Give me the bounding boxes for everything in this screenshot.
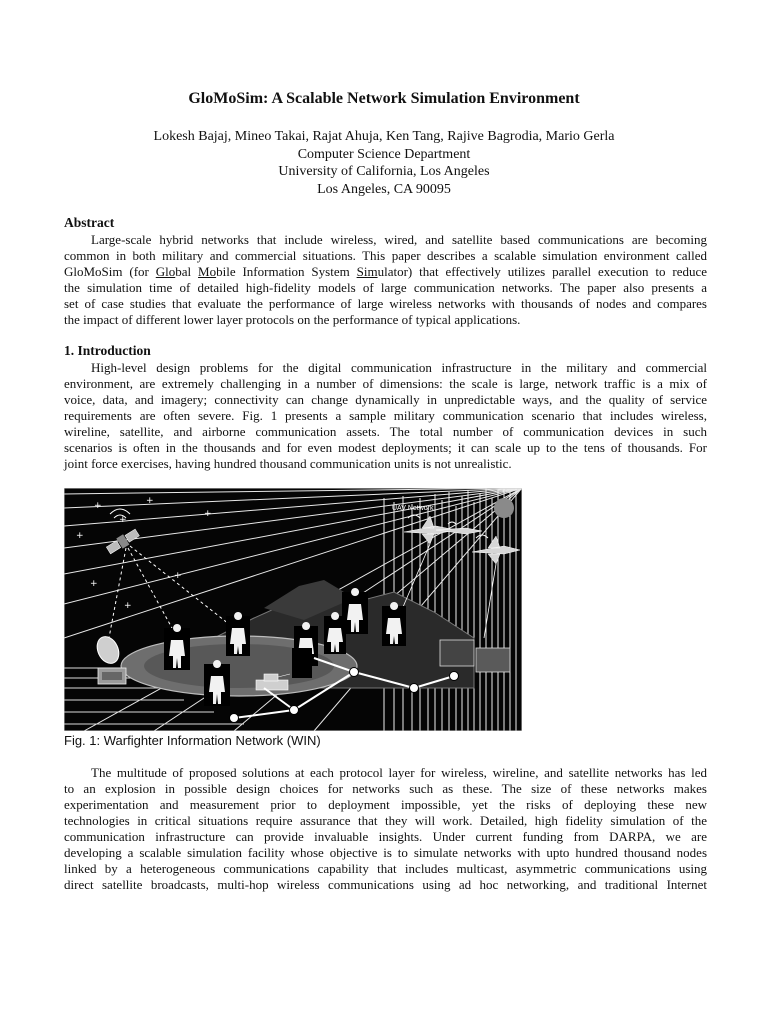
figure-warfighter-network: [64, 488, 522, 731]
department: Computer Science Department: [297, 146, 471, 162]
text-line: the impact of different lower layer protocols on the performance of typical applications.: [64, 312, 521, 327]
text-line: environment, are extremely challenging in a number of dimensions: the scale is large, network traffic is a mix of: [64, 376, 707, 391]
text-line: technologies in critical situations require assurance that they will work. Detailed, high fidelity simulation of the: [64, 813, 707, 828]
author-block: [0, 128, 768, 198]
text-line: linked by a heterogeneous communications capability that includes multicast, asymmetric communications using: [64, 861, 707, 876]
introduction-text: [64, 360, 707, 472]
svg-text:+: +: [94, 501, 102, 511]
svg-text:+: +: [174, 571, 182, 581]
text-line: experimentation and measurement prior to deployment impossible, yet the risks of deploying these new: [64, 797, 707, 812]
text-line: wireline, satellite, and airborne communication assets. The total number of communication devices in such: [64, 424, 707, 439]
figure-caption: Fig. 1: Warfighter Information Network (WIN): [64, 733, 321, 748]
introduction-heading: 1. Introduction: [64, 343, 151, 358]
text-line: scenarios is often in the thousands and for even modest deployments; it can scale up to the tens of thousands. For: [64, 440, 707, 455]
uav-network-label: UAV Network: [392, 505, 434, 512]
paper-title: GloMoSim: A Scalable Network Simulation Environment: [188, 90, 580, 107]
text-line: GloMoSim (for Global Mobile Information System Simulator) that effectively utilizes parallel execution to reduce: [64, 264, 708, 279]
text-line: common in both military and commercial situations. This paper describes a scalable simulation environment called: [64, 248, 707, 263]
svg-text:+: +: [76, 531, 84, 541]
text-line: to an explosion in possible design choices for networks such as these. The size of these networks makes: [64, 781, 707, 796]
text-line: requirements are often severe. Fig. 1 presents a sample military communication scenario that includes wireless,: [64, 408, 707, 423]
address: Los Angeles, CA 90095: [317, 181, 451, 197]
text-line: High-level design problems for the digital communication infrastructure in the military and commercial: [91, 360, 707, 375]
text-line: The multitude of proposed solutions at each protocol layer for wireless, wireline, and satellite networks has led: [91, 765, 707, 780]
text-line: Large-scale hybrid networks that include wireless, wired, and satellite based communications are becoming: [91, 232, 707, 247]
text-line: voice, data, and imagery; connectivity can change dynamically in unpredictable ways, and the quality of service: [64, 392, 707, 407]
svg-text:+: +: [124, 601, 132, 611]
svg-text:+: +: [119, 515, 127, 525]
text-line: set of case studies that evaluate the performance of large wireless networks with thousands of nodes and compares: [64, 296, 707, 311]
university: University of California, Los Angeles: [278, 164, 490, 179]
text-line: communication infrastructure can provide invaluable insights. Under current funding from DARPA, we are: [64, 829, 707, 844]
body-paragraph: [64, 765, 707, 893]
text-line: the simulation time of detailed high-fidelity models of large communication networks. The paper also presents a: [64, 280, 707, 295]
svg-text:+: +: [90, 579, 98, 589]
abstract-text: [64, 232, 707, 328]
text-line: developing a scalable simulation facility whose objective is to simulate networks with upto hundred thousand nodes: [64, 845, 707, 860]
svg-text:+: +: [204, 509, 212, 519]
author-list: Lokesh Bajaj, Mineo Takai, Rajat Ahuja, Ken Tang, Rajive Bagrodia, Mario Gerla: [153, 129, 615, 144]
text-line: direct satellite broadcasts, multi-hop wireless communications using ad hoc networking, and traditional Internet: [64, 877, 707, 892]
text-line: joint force exercises, having hundred thousand communication units is not unrealistic.: [64, 456, 512, 471]
svg-text:+: +: [146, 496, 154, 506]
abstract-heading: Abstract: [64, 215, 115, 230]
